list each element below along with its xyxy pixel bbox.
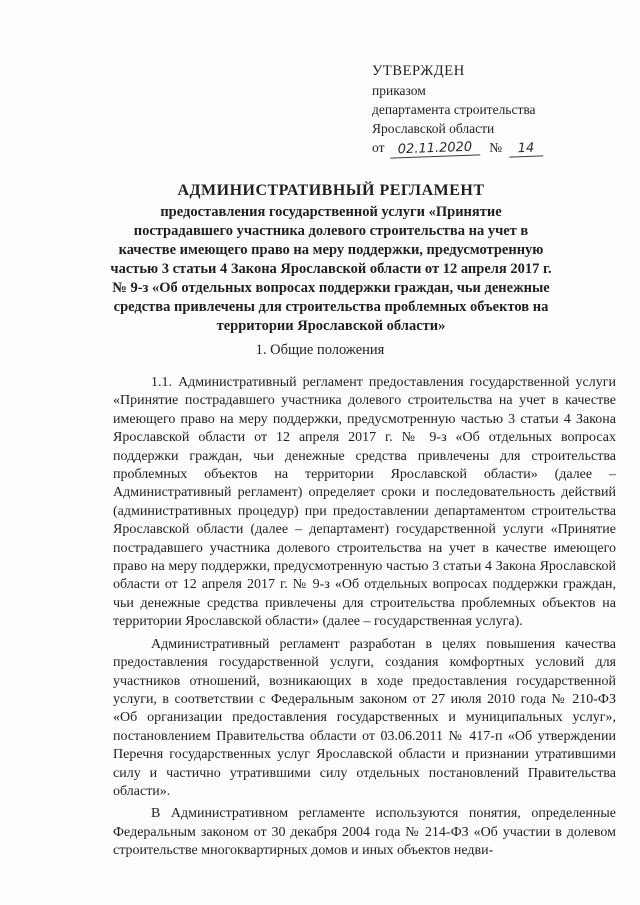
- approval-number-sign: №: [489, 140, 503, 155]
- approval-line-order: приказом: [372, 83, 426, 98]
- paragraph: В Административном регламенте используются понятия, определенные Федеральным законом от 30 декабря 2004 года № 214-ФЗ «Об участии в долевом строительстве многоквартирных домов и иных объектов недви-: [113, 806, 616, 859]
- approval-date-prefix: от: [372, 140, 385, 155]
- approval-heading: УТВЕРЖДЕН: [372, 63, 465, 79]
- approval-date-line: [372, 138, 622, 157]
- approval-block: [372, 62, 622, 157]
- approval-line-department: департамента строительства: [372, 102, 536, 117]
- document-title: [110, 181, 552, 336]
- title-subtitle: предоставления государственной услуги «Принятие пострадавшего участника долевого строительства на учет в качестве имеющего право на меру поддержки, предусмотренную частью 3 статьи 4 Закона Ярославской области от 12 апреля 2017 г. № 9-з «Об отдельных вопросах поддержки граждан, чьи денежные средства привлечены для строительства проблемных объектов на территории Ярославской области»: [110, 204, 552, 334]
- handwritten-number: 14: [508, 140, 543, 157]
- section-heading: 1. Общие положения: [255, 342, 385, 358]
- approval-line-region: Ярославской области: [372, 121, 495, 136]
- title-main: АДМИНИСТРАТИВНЫЙ РЕГЛАМЕНТ: [177, 182, 485, 199]
- body-text: [113, 374, 616, 865]
- handwritten-date: 02.11.2020: [390, 139, 481, 158]
- paragraph: 1.1. Административный регламент предоставления государственной услуги «Принятие пострадавшего участника долевого строительства на учет в качестве имеющего право на меру поддержки, предусмотренную частью 3 статьи 4 Закона Ярославской области от 12 апреля 2017 г. № 9-з «Об отдельных вопросах поддержки граждан, чьи денежные средства привлечены для строительства проблемных объектов на территории Ярославской области» (далее – Административный регламент) определяет сроки и последовательность действий (административных процедур) при предоставлении департаментом строительства Ярославской области (далее – департамент) государственной услуги «Принятие пострадавшего участника долевого строительства на учет в качестве имеющего право на меру поддержки, предусмотренную частью 3 статьи 4 Закона Ярославской области от 12 апреля 2017 г. № 9-з «Об отдельных вопросах поддержки граждан, чьи денежные средства привлечены для строительства проблемных объектов на территории Ярославской области» (далее – государственная услуга).: [113, 375, 616, 630]
- paragraph: Административный регламент разработан в целях повышения качества предоставления государственной услуги, создания комфортных условий для участников отношений, возникающих в ходе предоставления государственной услуги, в соответствии с Федеральным законом от 27 июля 2010 года № 210-ФЗ «Об организации предоставления государственных и муниципальных услуг», постановлением Правительства области от 03.06.2011 № 417-п «Об утверждении Перечня государственных услуг Ярославской области и признании утратившими силу и частично утратившими силу отдельных постановлений Правительства области».: [113, 636, 616, 799]
